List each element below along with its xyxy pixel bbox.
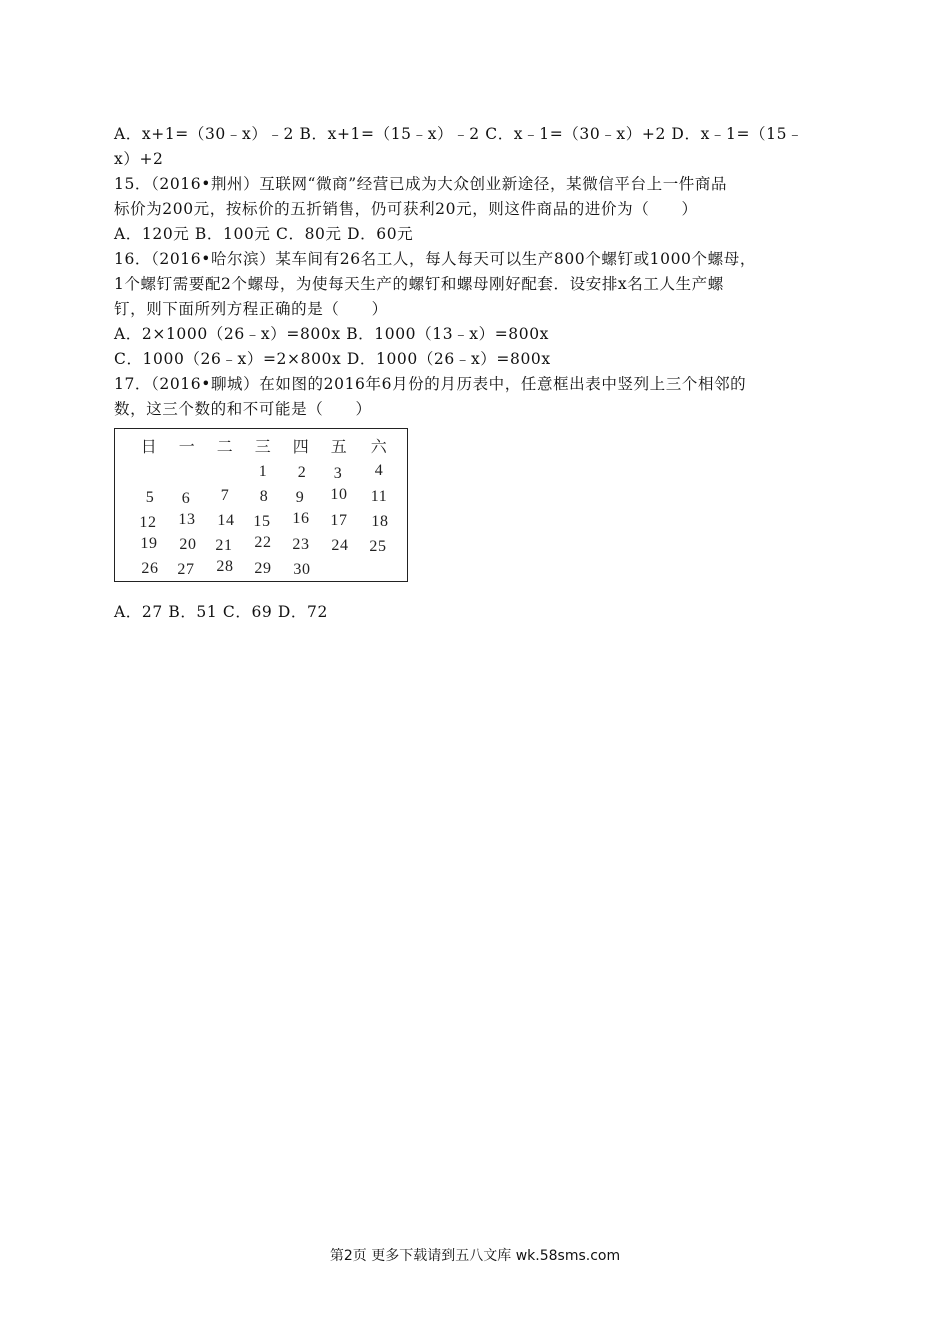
- calendar-header-cell: 三: [254, 437, 272, 456]
- calendar-day-cell: 11: [370, 488, 388, 505]
- calendar-day-cell: 26: [141, 560, 159, 577]
- calendar-day-cell: 27: [177, 561, 195, 578]
- calendar-day-cell: 9: [295, 489, 305, 506]
- q16-options-line1: A．2×1000（26﹣x）=800x B．1000（13﹣x）=800x: [114, 325, 550, 343]
- q16-stem-line2: 1个螺钉需要配2个螺母，为使每天生产的螺钉和螺母刚好配套．设安排x名工人生产螺: [114, 275, 724, 293]
- calendar-day-cell: 21: [215, 537, 233, 554]
- calendar-day-cell: 2: [297, 464, 307, 481]
- calendar-day-cell: 8: [259, 488, 269, 505]
- calendar-day-cell: 23: [292, 536, 310, 553]
- calendar-day-cell: 18: [371, 513, 389, 530]
- calendar-day-cell: 4: [374, 462, 384, 479]
- q16-stem-line3: 钉，则下面所列方程正确的是（ ）: [114, 300, 388, 318]
- q16-options-line2: C．1000（26﹣x）=2×800x D．1000（26﹣x）=800x: [114, 350, 551, 368]
- calendar-day-cell: 3: [333, 465, 343, 482]
- calendar-day-cell: 6: [181, 490, 191, 507]
- calendar-day-cell: 7: [220, 487, 230, 504]
- q15-options: A．120元 B．100元 C．80元 D．60元: [114, 225, 414, 243]
- calendar-day-cell: 16: [292, 510, 310, 527]
- q14-options-line1: A．x+1=（30﹣x）﹣2 B．x+1=（15﹣x）﹣2 C．x﹣1=（30﹣x）+2 D．x﹣1=（15﹣: [114, 125, 804, 143]
- calendar-header-cell: 五: [330, 437, 348, 456]
- calendar-day-cell: 28: [216, 558, 234, 575]
- calendar-day-cell: 5: [145, 489, 155, 506]
- calendar-day-cell: 13: [178, 511, 196, 528]
- q17-options: A．27 B．51 C．69 D．72: [114, 603, 328, 621]
- page-footer: 第2页 更多下载请到五八文库 wk.58sms.com: [329, 1248, 621, 1264]
- q15-stem-line1: 15．（2016•荆州）互联网“微商”经营已成为大众创业新途径，某微信平台上一件商品: [114, 175, 728, 193]
- calendar-day-cell: 14: [217, 512, 235, 529]
- calendar-day-cell: 24: [331, 537, 349, 554]
- document-body: [114, 122, 834, 625]
- q14-options-line2: x）+2: [114, 150, 164, 168]
- q17-stem-line2: 数，这三个数的和不可能是（ ）: [114, 400, 372, 418]
- q15-stem-line2: 标价为200元，按标价的五折销售，仍可获利20元，则这件商品的进价为（ ）: [114, 200, 698, 218]
- calendar-day-cell: 29: [254, 560, 272, 577]
- calendar-day-cell: 12: [139, 514, 157, 531]
- calendar-day-cell: 20: [179, 536, 197, 553]
- calendar-day-cell: 10: [330, 486, 348, 503]
- calendar-header-cell: 六: [370, 437, 388, 456]
- calendar-header-cell: 二: [216, 437, 234, 456]
- calendar-header-cell: 四: [292, 437, 310, 456]
- q16-stem-line1: 16．（2016•哈尔滨）某车间有26名工人，每人每天可以生产800个螺钉或1000个螺母，: [114, 250, 756, 268]
- calendar-header-cell: 日: [140, 437, 158, 456]
- calendar-day-cell: 30: [293, 561, 311, 578]
- q17-stem-line1: 17．（2016•聊城）在如图的2016年6月份的月历表中，任意框出表中竖列上三个相邻的: [114, 375, 747, 393]
- calendar-day-cell: 15: [253, 513, 271, 530]
- calendar-figure: [114, 428, 408, 582]
- calendar-day-cell: 17: [330, 512, 348, 529]
- calendar-day-cell: 22: [254, 534, 272, 551]
- calendar-day-cell: 1: [258, 463, 268, 480]
- calendar-day-cell: 19: [140, 535, 158, 552]
- calendar-header-cell: 一: [178, 437, 196, 456]
- calendar-day-cell: 25: [369, 538, 387, 555]
